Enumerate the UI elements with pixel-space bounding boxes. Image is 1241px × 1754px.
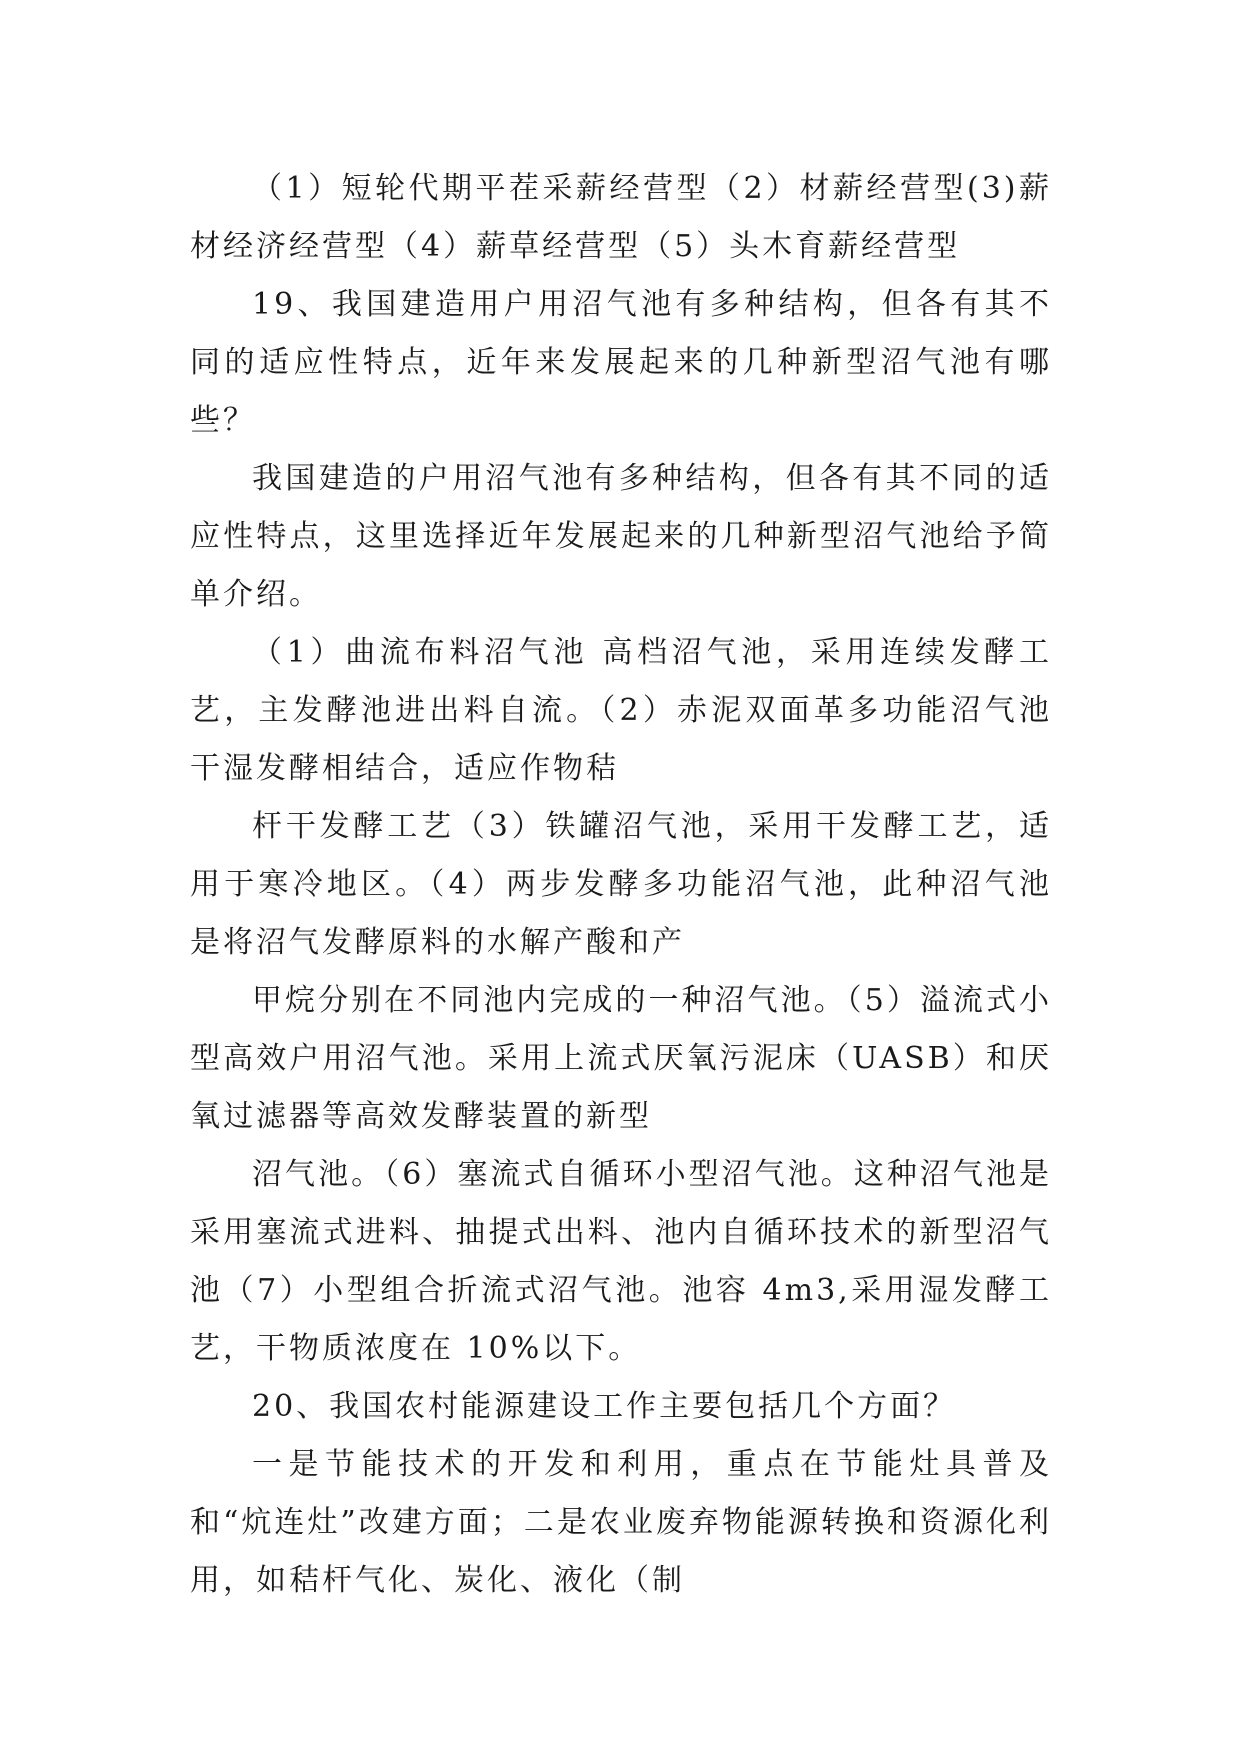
answer-19-part-1: （1）曲流布料沼气池 高档沼气池，采用连续发酵工艺，主发酵池进出料自流。（2）赤泥双面革多功能沼气池 干湿发酵相结合，适应作物秸 (190, 635, 1052, 786)
question-20: 20、我国农村能源建设工作主要包括几个方面？ (252, 1389, 957, 1424)
answer-20: 一是节能技术的开发和利用，重点在节能灶具普及和“炕连灶”改建方面；二是农业废弃物能源转换和资源化利用，如秸杆气化、炭化、液化（制 (190, 1447, 1052, 1598)
document-body (190, 160, 1052, 1610)
paragraph-forest-fuel-types: （1）短轮代期平茬采薪经营型（2）材薪经营型(3)薪材经济经营型（4）薪草经营型（5）头木育薪经营型 (190, 171, 1052, 264)
answer-19-part-3: 甲烷分别在不同池内完成的一种沼气池。（5）溢流式小型高效户用沼气池。采用上流式厌氧污泥床（UASB）和厌氧过滤器等高效发酵装置的新型 (190, 983, 1052, 1134)
question-19: 19、我国建造用户用沼气池有多种结构，但各有其不同的适应性特点，近年来发展起来的几种新型沼气池有哪些？ (190, 287, 1052, 438)
answer-19-part-2: 杆干发酵工艺（3）铁罐沼气池，采用干发酵工艺，适用于寒冷地区。（4）两步发酵多功能沼气池，此种沼气池是将沼气发酵原料的水解产酸和产 (190, 809, 1052, 960)
answer-19-part-4: 沼气池。（6）塞流式自循环小型沼气池。这种沼气池是采用塞流式进料、抽提式出料、池内自循环技术的新型沼气池（7）小型组合折流式沼气池。池容 4m3,采用湿发酵工艺，干物质浓度在 10%以下。 (190, 1157, 1052, 1366)
answer-19-intro: 我国建造的户用沼气池有多种结构，但各有其不同的适应性特点，这里选择近年发展起来的几种新型沼气池给予简单介绍。 (190, 461, 1052, 612)
